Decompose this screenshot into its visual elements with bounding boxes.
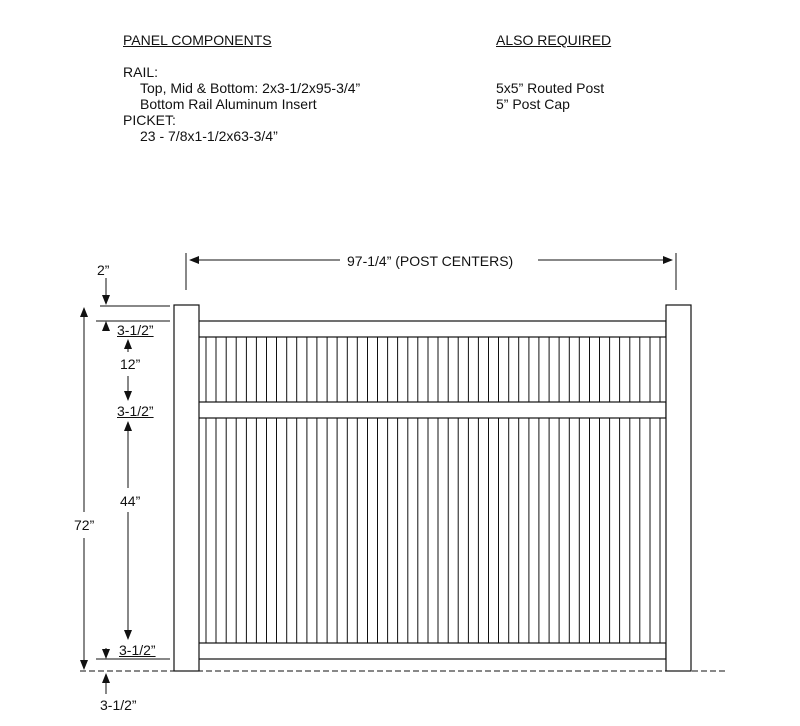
bottom-rail-label: 3-1/2” (119, 642, 156, 658)
picket (388, 337, 398, 643)
total-height-label: 72” (74, 517, 95, 533)
picket (448, 337, 458, 643)
pickets-group (206, 337, 660, 643)
picket (630, 337, 640, 643)
picket (226, 337, 236, 643)
picket (529, 337, 539, 643)
picket (650, 337, 660, 643)
routed-post-item: 5x5” Routed Post (496, 80, 605, 96)
picket (610, 337, 620, 643)
left-post (174, 305, 199, 671)
picket (468, 337, 478, 643)
ground-clearance-label: 3-1/2” (100, 697, 137, 713)
picket (206, 337, 216, 643)
picket-label: PICKET: (123, 112, 176, 128)
picket (287, 337, 297, 643)
picket (307, 337, 317, 643)
mid-rail-label: 3-1/2” (117, 403, 154, 419)
picket (569, 337, 579, 643)
rail-label: RAIL: (123, 64, 159, 80)
picket (428, 337, 438, 643)
picket (368, 337, 378, 643)
panel-components-header: PANEL COMPONENTS (123, 32, 272, 48)
picket (408, 337, 418, 643)
also-required-header: ALSO REQUIRED (496, 32, 612, 48)
picket (590, 337, 600, 643)
picket (267, 337, 277, 643)
rail-insert-spec: Bottom Rail Aluminum Insert (140, 96, 317, 112)
rail-spec: Top, Mid & Bottom: 2x3-1/2x95-3/4” (140, 80, 361, 96)
picket-spec: 23 - 7/8x1-1/2x63-3/4” (140, 128, 278, 144)
post-top-label: 2” (97, 262, 110, 278)
post-centers-label: 97-1/4” (POST CENTERS) (347, 253, 514, 269)
picket (549, 337, 559, 643)
picket (489, 337, 499, 643)
bottom-gap-label: 44” (120, 493, 141, 509)
top-rail-label: 3-1/2” (117, 322, 154, 338)
mid-rail (198, 402, 666, 418)
picket (246, 337, 256, 643)
bottom-rail (198, 643, 666, 659)
right-post (666, 305, 691, 671)
picket (347, 337, 357, 643)
post-cap-item: 5” Post Cap (496, 96, 570, 112)
top-rail (198, 321, 666, 337)
picket (509, 337, 519, 643)
top-gap-label: 12” (120, 356, 141, 372)
picket (327, 337, 337, 643)
